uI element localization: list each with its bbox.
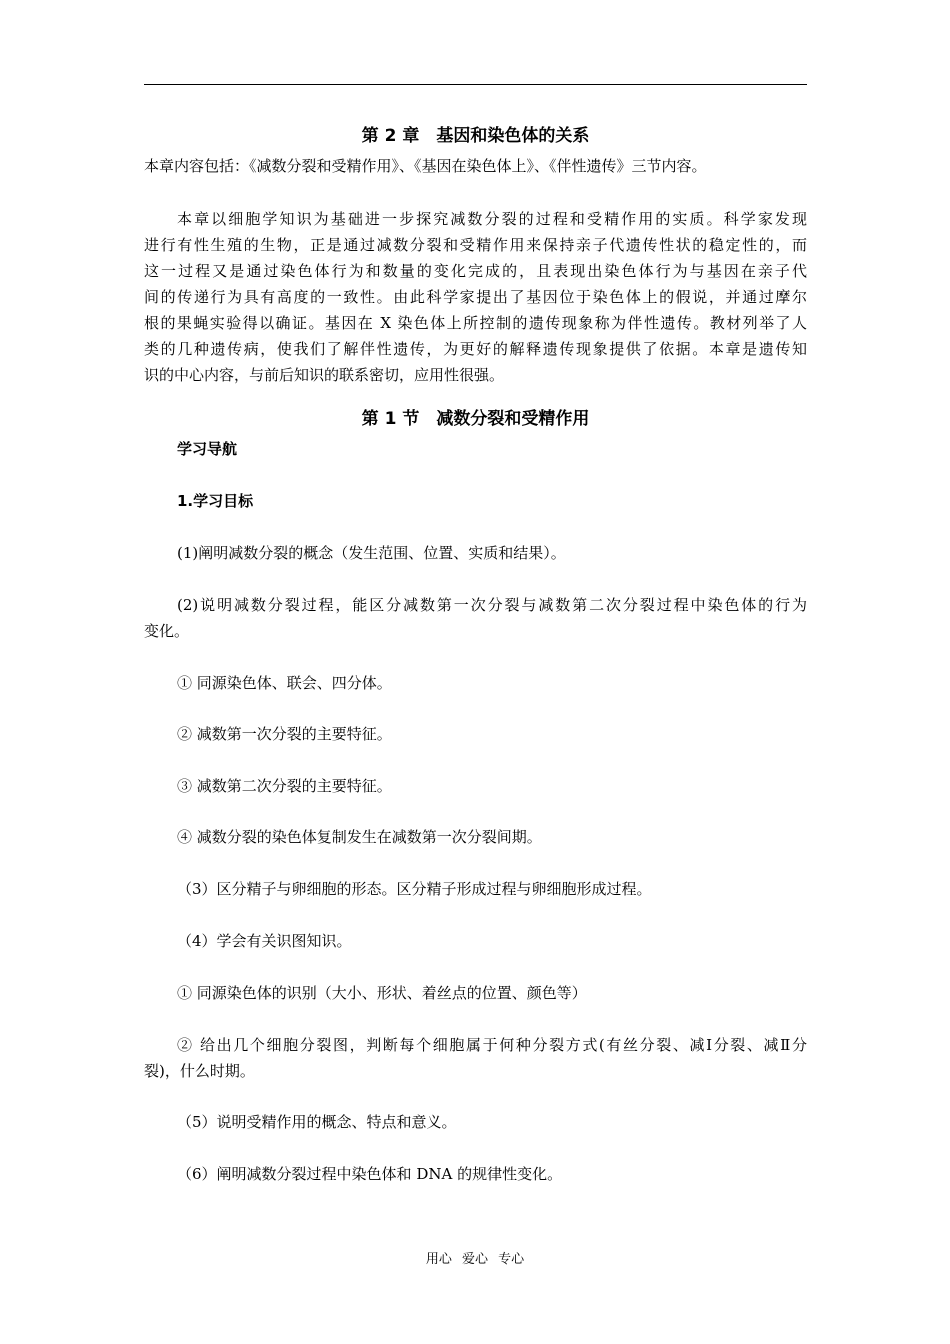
overview-line-6: 类的几种遗传病，使我们了解伴性遗传，为更好的解释遗传现象提供了依据。本章是遗传知 xyxy=(144,340,807,358)
section-title: 第 1 节 减数分裂和受精作用 xyxy=(361,409,590,429)
objective-6: （6）阐明减数分裂过程中染色体和 DNA 的规律性变化。 xyxy=(177,1165,563,1183)
objective-4-item-b-line-1: ② 给出几个细胞分裂图，判断每个细胞属于何种分裂方式(有丝分裂、减Ⅰ分裂、减Ⅱ分 xyxy=(177,1036,807,1054)
overview-line-1: 本章以细胞学知识为基础进一步探究减数分裂的过程和受精作用的实质。科学家发现 xyxy=(177,210,807,228)
chapter-title: 第 2 章 基因和染色体的关系 xyxy=(361,126,590,146)
objective-5: （5）说明受精作用的概念、特点和意义。 xyxy=(177,1113,457,1131)
objective-2-item-d: ④ 减数分裂的染色体复制发生在减数第一次分裂间期。 xyxy=(177,828,542,846)
header-rule xyxy=(144,84,807,85)
overview-line-5: 根的果蝇实验得以确证。基因在 X 染色体上所控制的遗传现象称为伴性遗传。教材列举了人 xyxy=(144,314,807,332)
overview-line-2: 进行有性生殖的生物，正是通过减数分裂和受精作用来保持亲子代遗传性状的稳定性的，而 xyxy=(144,236,807,254)
overview-line-3: 这一过程又是通过染色体行为和数量的变化完成的，且表现出染色体行为与基因在亲子代 xyxy=(144,262,807,280)
study-guide-heading: 学习导航 xyxy=(177,440,238,458)
page-footer: 用心 爱心 专心 xyxy=(425,1252,525,1267)
chapter-intro: 本章内容包括：《减数分裂和受精作用》、《基因在染色体上》、《伴性遗传》三节内容。 xyxy=(144,157,707,175)
objective-2-item-c: ③ 减数第二次分裂的主要特征。 xyxy=(177,777,392,795)
objective-3: （3）区分精子与卵细胞的形态。区分精子形成过程与卵细胞形成过程。 xyxy=(177,880,652,898)
objectives-heading: 1.学习目标 xyxy=(177,492,254,510)
objective-1: (1)阐明减数分裂的概念（发生范围、位置、实质和结果）。 xyxy=(177,544,566,562)
objective-4-item-b-line-2: 裂)，什么时期。 xyxy=(144,1062,255,1080)
overview-line-4: 间的传递行为具有高度的一致性。由此科学家提出了基因位于染色体上的假说，并通过摩尔 xyxy=(144,288,807,306)
objective-4-item-a: ① 同源染色体的识别（大小、形状、着丝点的位置、颜色等） xyxy=(177,984,587,1002)
objective-4: （4）学会有关识图知识。 xyxy=(177,932,352,950)
objective-2-item-a: ① 同源染色体、联会、四分体。 xyxy=(177,674,392,692)
objective-2-line-1: (2)说明减数分裂过程，能区分减数第一次分裂与减数第二次分裂过程中染色体的行为 xyxy=(177,596,807,614)
objective-2-item-b: ② 减数第一次分裂的主要特征。 xyxy=(177,725,392,743)
overview-line-7: 识的中心内容，与前后知识的联系密切，应用性很强。 xyxy=(144,366,505,384)
objective-2-line-2: 变化。 xyxy=(144,622,190,640)
